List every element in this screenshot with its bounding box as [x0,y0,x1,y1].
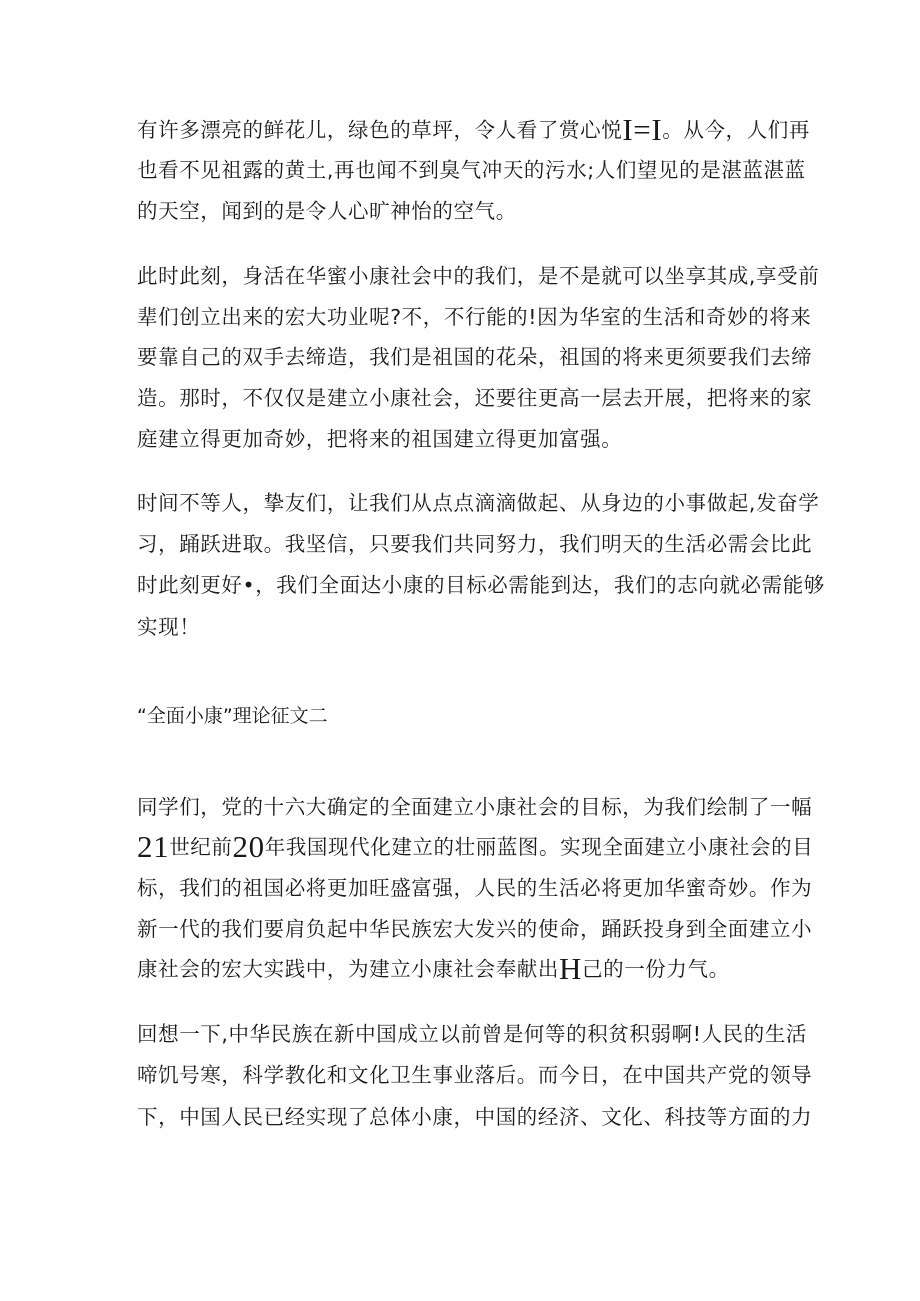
text-run: 己的一份力气。 [582,957,730,981]
text-line [137,193,517,229]
section-heading: “全面小康”理论征文二 [137,705,328,727]
text-line [137,112,810,148]
text-run: 标，我们的祖国必将更加旺盛富强，人民的生活必将更加华蜜奇妙。作为 [137,876,813,900]
text-run: 要靠自己的双手去缔造，我们是祖国的花朵，祖国的将来更须要我们去缔 [137,345,813,369]
text-line [137,1057,812,1093]
text-line [137,870,812,906]
text-run: 的天空，闻到的是令人心旷神怡的空气。 [137,199,517,223]
text-run: 庭建立得更加奇妙，把将来的祖国建立得更加富强。 [137,427,623,451]
text-line [137,299,811,335]
text-line [137,1016,807,1052]
large-glyph-run: 20 [232,829,265,864]
text-run: 也看不见祖露的黄土,再也闻不到臭气冲天的污水;人们望见的是湛蓝湛蓝 [137,158,806,182]
text-run: 啼饥号寒，科学教化和文化卫生事业落后。而今日，在中国共产党的领导 [137,1063,813,1087]
text-line [137,1099,812,1135]
text-line [137,526,812,562]
text-run: 辈们创立出来的宏大功业呢?不，不行能的!因为华室的生活和奇妙的将来 [137,305,812,329]
text-run: 年我国现代化建立的壮丽蓝图。实现全面建立小康社会的目 [264,835,814,859]
text-line [137,380,812,416]
text-run: 。从今，人们再 [662,118,810,142]
text-run: 有许多漂亮的鲜花儿，绿色的草坪，令人看了赏心悦 [137,118,623,142]
text-line [137,789,812,825]
text-run: 新一代的我们要肩负起中华民族宏大发兴的使命，踊跃投身到全面建立小 [137,917,813,941]
text-line [137,339,812,375]
text-run: 此时此刻，身活在华蜜小康社会中的我们，是不是就可以坐享其成,享受前 [137,264,820,288]
text-line [137,258,819,294]
large-glyph-run: 21 [137,829,170,864]
text-line [137,421,622,457]
large-glyph-run: I=I [622,112,663,147]
text-line [137,911,812,947]
text-run: 时此刻更好•，我们全面达小康的目标必需能到达，我们的志向就必需能够 [137,573,825,597]
text-run: 回想一下,中华民族在新中国成立以前曾是何等的积贫积弱啊!人民的生活 [137,1022,808,1046]
text-run: 习，踊跃进取。我坚信，只要我们共同努力，我们明天的生活必需会比此 [137,532,813,556]
text-run: 实现！ [137,615,201,639]
text-run: 时间不等人，挚友们，让我们从点点滴滴做起、从身边的小事做起,发奋学 [137,491,820,515]
text-run: 下，中国人民已经实现了总体小康，中国的经济、文化、科技等方面的力 [137,1105,813,1129]
text-line [137,567,825,603]
text-run: 造。那时，不仅仅是建立小康社会，还要往更高一层去开展，把将来的家 [137,386,813,410]
text-run: 世纪前 [169,835,233,859]
text-line [137,951,730,987]
text-line [137,485,819,521]
large-glyph-run: H [559,951,582,986]
text-run: 康社会的宏大实践中，为建立小康社会奉献出 [137,957,559,981]
text-line [137,152,806,188]
text-line [137,829,813,865]
text-run: 同学们，党的十六大确定的全面建立小康社会的目标，为我们绘制了一幅 [137,795,813,819]
text-line [137,609,200,645]
